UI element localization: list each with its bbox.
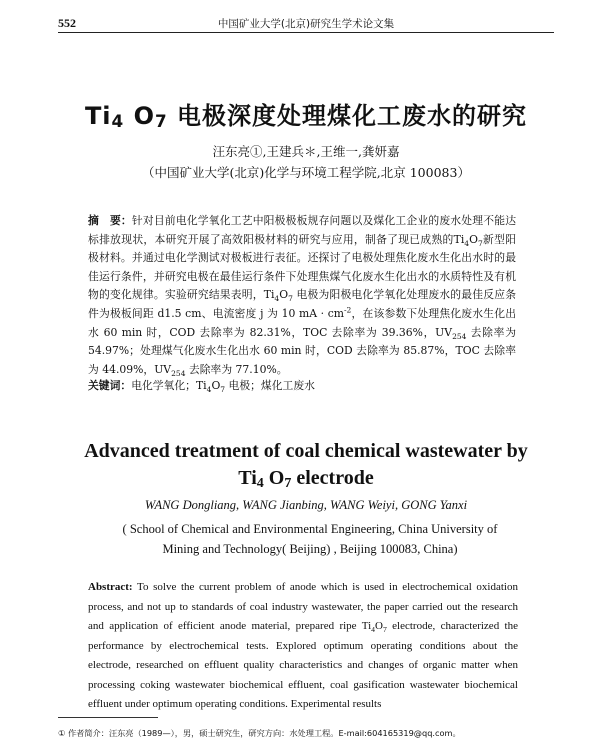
english-affiliation: ( School of Chemical and Environmental Engineering, China University of Mining and Technology( Beijing) , Beijing 100083, China): [122, 522, 498, 556]
chinese-keywords-label: 关键词：: [88, 379, 132, 392]
english-title: Advanced treatment of coal chemical wastewater by $Ti_4$ $O_7$ electrode: [84, 440, 528, 491]
english-abstract: Abstract: To solve the current problem of anode which is used in electrochemical oxidation process, and not up to standards of coal industry wastewater, the paper carried out the research and application of efficient anode material, prepared ripe $Ti_4O_7$ electrode, characterized the performance by electrochemical tests. Explored optimum operating conditions about the electrode, researched on effluent quality characteristics and changes of organic matter when processing coking wastewater biochemical effluent, coal gasification wastewater biochemical effluent under optimum operating conditions. Experimental results: [88, 581, 518, 710]
page-number: 552: [58, 16, 76, 30]
chinese-affiliation: （中国矿业大学(北京)化学与环境工程学院,北京 100083）: [142, 165, 470, 180]
chinese-keywords: 关键词：电化学氧化；$Ti_4O_7$ 电极；煤化工废水: [88, 379, 315, 394]
chinese-title: $Ti_4$ $O_7$ 电极深度处理煤化工废水的研究: [84, 102, 528, 131]
author-footnote: ① 作者简介：汪东亮（1989—），男，硕士研究生，研究方向：水处理工程。E-mail:604165319@qq.com。: [58, 728, 461, 738]
footnote-divider: [58, 717, 158, 718]
chinese-abstract-label: 摘 要：: [88, 214, 132, 227]
journal-name: 中国矿业大学(北京)研究生学术论文集: [217, 18, 395, 30]
running-header: [58, 14, 554, 33]
english-abstract-label: Abstract:: [88, 581, 133, 593]
english-authors: WANG Dongliang, WANG Jianbing, WANG Weiyi, GONG Yanxi: [144, 498, 468, 512]
chinese-abstract: 摘 要：针对目前电化学氧化工艺中阳极极板规存问题以及煤化工企业的废水处理不能达标排放现状，本研究开展了高效阳极材料的研究与应用，制备了现已成熟的$Ti_4O_7$新型阳极材料。并通过电化学测试对极板进行表征。还探讨了电极处理焦化废水生化出水时的最佳运行条件，并研究电极在最佳运行条件下处理焦煤气化废水生化出水的水质特性及有机物的变化规律。实验研究结果表明，$Ti_4O_7$ 电极为阳极电化学氧化处理废水的最佳反应条件为极板间距 d1.5 cm、电流密度 j 为 10 mA · $cm^{-2}$，在该参数下处理焦化废水生化出水 60 min 时，COD 去除率为 82.31%，TOC 去除率为 39.36%，$UV_{254}$ 去除率为 54.97%；处理煤气化废水生化出水 60 min 时，COD 去除率为 85.87%，TOC 去除率为 44.09%，$UV_{254}$ 去除率为 77.10%。: [88, 214, 517, 378]
chinese-authors: 汪东亮①,王建兵＊,王维一,龚妍嘉: [212, 144, 400, 159]
